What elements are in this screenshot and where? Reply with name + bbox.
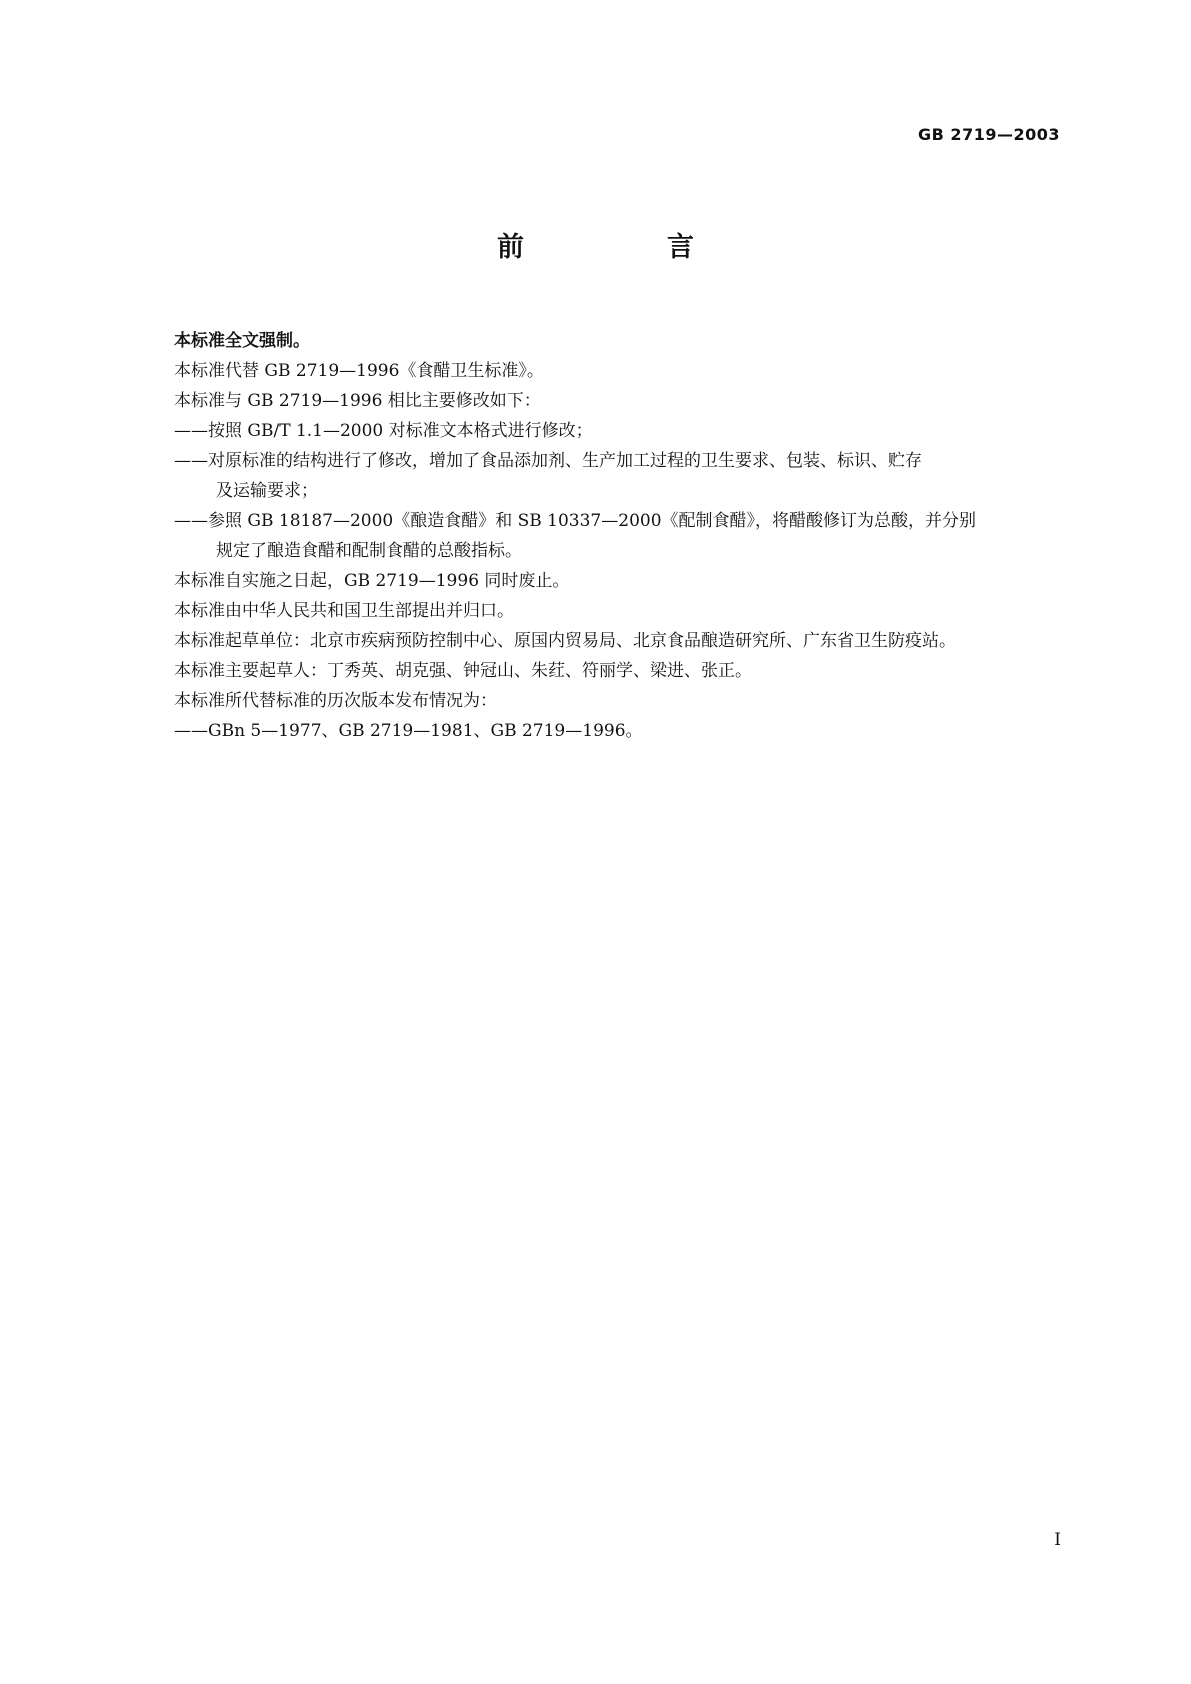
list-item-text: ——参照 GB 18187—2000《酿造食醋》和 SB 10337—2000《配制食醋》，将醋酸修订为总酸，并分别 [174, 511, 977, 531]
paragraph-drafters: 本标准主要起草人：丁秀英、胡克强、钟冠山、朱荭、符丽学、梁进、张正。 [174, 661, 752, 681]
list-item-continuation: 及运输要求； [216, 481, 318, 501]
list-item-text: ——GBn 5—1977、GB 2719—1981、GB 2719—1996。 [174, 721, 643, 741]
list-item-continuation: 规定了酿造食醋和配制食醋的总酸指标。 [216, 541, 522, 561]
list-item [132, 416, 1058, 446]
document-body [132, 326, 1058, 746]
paragraph-replaces: 本标准代替 GB 2719—1996《食醋卫生标准》。 [174, 361, 544, 381]
list-item-text: ——对原标准的结构进行了修改，增加了食品添加剂、生产加工过程的卫生要求、包装、标识、贮存 [174, 451, 922, 471]
paragraph-history-intro: 本标准所代替标准的历次版本发布情况为： [174, 691, 497, 711]
paragraph-drafting-units: 本标准起草单位：北京市疾病预防控制中心、原国内贸易局、北京食品酿造研究所、广东省卫生防疫站。 [174, 631, 956, 651]
paragraph-changes-intro: 本标准与 GB 2719—1996 相比主要修改如下： [174, 391, 541, 411]
paragraph-proposer: 本标准由中华人民共和国卫生部提出并归口。 [174, 601, 514, 621]
list-item [132, 716, 1058, 746]
page-title: 前 言 [497, 232, 752, 263]
list-item-text: ——按照 GB/T 1.1—2000 对标准文本格式进行修改； [174, 421, 593, 441]
paragraph-effective: 本标准自实施之日起，GB 2719—1996 同时废止。 [174, 571, 570, 591]
standard-code: GB 2719—2003 [918, 125, 1060, 144]
page-number: I [1054, 1530, 1061, 1550]
list-item [132, 506, 1058, 566]
list-item [132, 446, 1058, 506]
paragraph-mandatory: 本标准全文强制。 [174, 331, 310, 351]
